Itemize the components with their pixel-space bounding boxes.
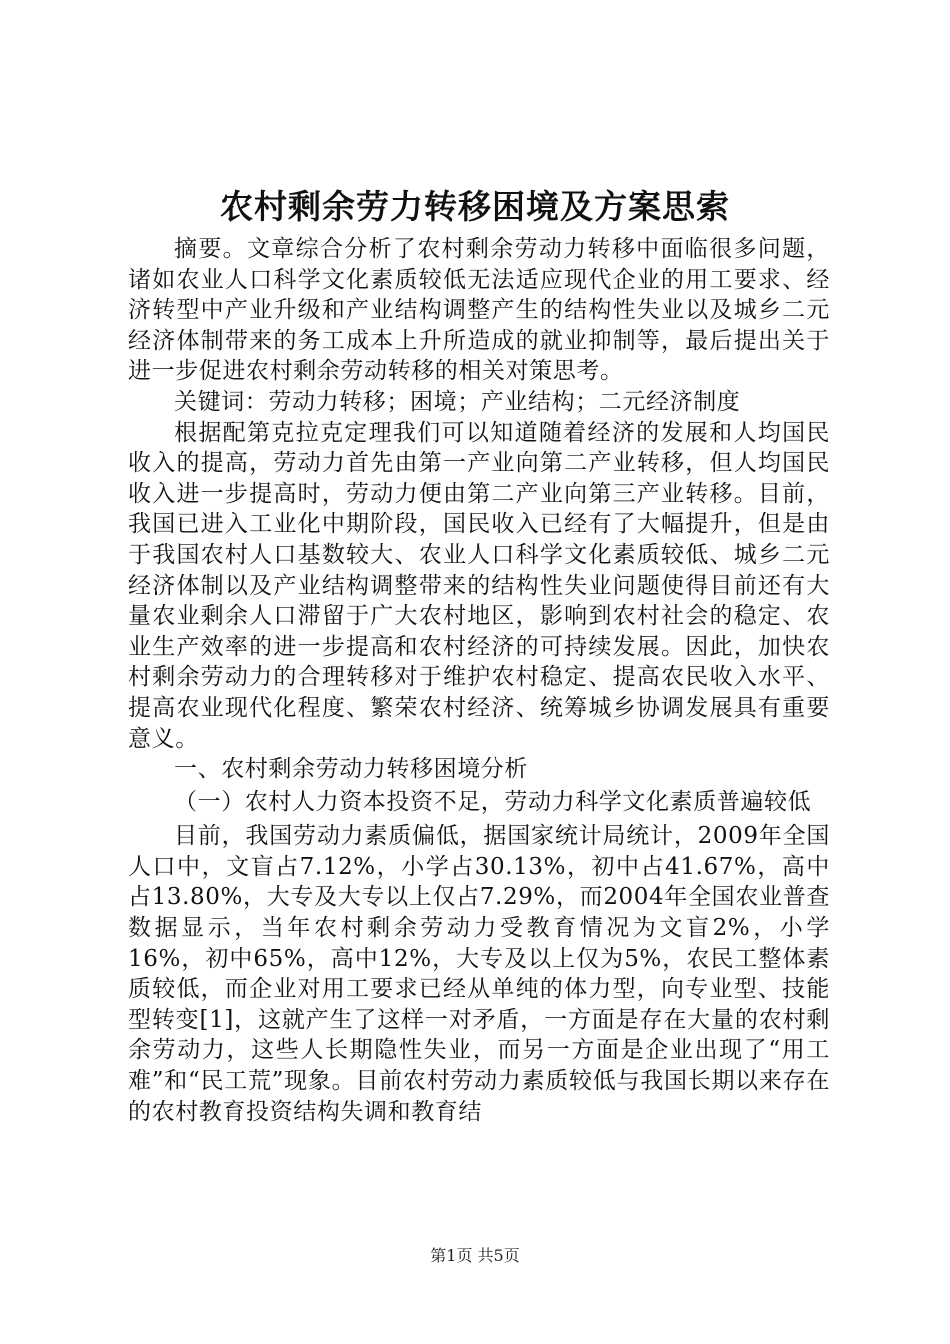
section-heading: 一、农村剩余劳动力转移困境分析 <box>174 756 528 783</box>
document-body <box>128 234 830 1127</box>
keywords-paragraph: 关键词：劳动力转移；困境；产业结构；二元经济制度 <box>174 388 741 415</box>
subsection-heading: （一）农村人力资本投资不足，劳动力科学文化素质普遍较低 <box>174 788 812 815</box>
intro-paragraph: 根据配第克拉克定理我们可以知道随着经济的发展和人均国民收入的提高，劳动力首先由第一产业向第二产业转移，但人均国民收入进一步提高时，劳动力便由第二产业向第三产业转移。目前，我国已进入工业化中期阶段，国民收入已经有了大幅提升，但是由于我国农村人口基数较大、农业人口科学文化素质较低、城乡二元经济体制以及产业结构调整带来的结构性失业问题使得目前还有大量农业剩余人口滞留于广大农村地区，影响到农村社会的稳定、农业生产效率的进一步提高和农村经济的可持续发展。因此，加快农村剩余劳动力的合理转移对于维护农村稳定、提高农民收入水平、提高农业现代化程度、繁荣农村经济、统筹城乡协调发展具有重要意义。 <box>128 419 830 752</box>
document-title: 农村剩余劳力转移困境及方案思索 <box>220 187 730 226</box>
page-footer: 第1页 共5页 <box>430 1246 520 1265</box>
abstract-paragraph: 摘要。文章综合分析了农村剩余劳动力转移中面临很多问题，诸如农业人口科学文化素质较低无法适应现代企业的用工要求、经济转型中产业升级和产业结构调整产生的结构性失业以及城乡二元经济体制带来的务工成本上升所造成的就业抑制等，最后提出关于进一步促进农村剩余劳动转移的相关对策思考。 <box>128 236 830 385</box>
body-paragraph: 目前，我国劳动力素质偏低，据国家统计局统计，2009年全国人口中，文盲占7.12%，小学占30.13%，初中占41.67%，高中占13.80%，大专及大专以上仅占7.29%，而2004年全国农业普查数据显示，当年农村剩余劳动力受教育情况为文盲2%，小学16%，初中65%，高中12%，大专及以上仅为5%，农民工整体素质较低，而企业对用工要求已经从单纯的体力型，向专业型、技能型转变[1]，这就产生了这样一对矛盾，一方面是存在大量的农村剩余劳动力，这些人长期隐性失业，而另一方面是企业出现了“用工难”和“民工荒”现象。目前农村劳动力素质较低与我国长期以来存在的农村教育投资结构失调和教育结 <box>128 823 830 1125</box>
